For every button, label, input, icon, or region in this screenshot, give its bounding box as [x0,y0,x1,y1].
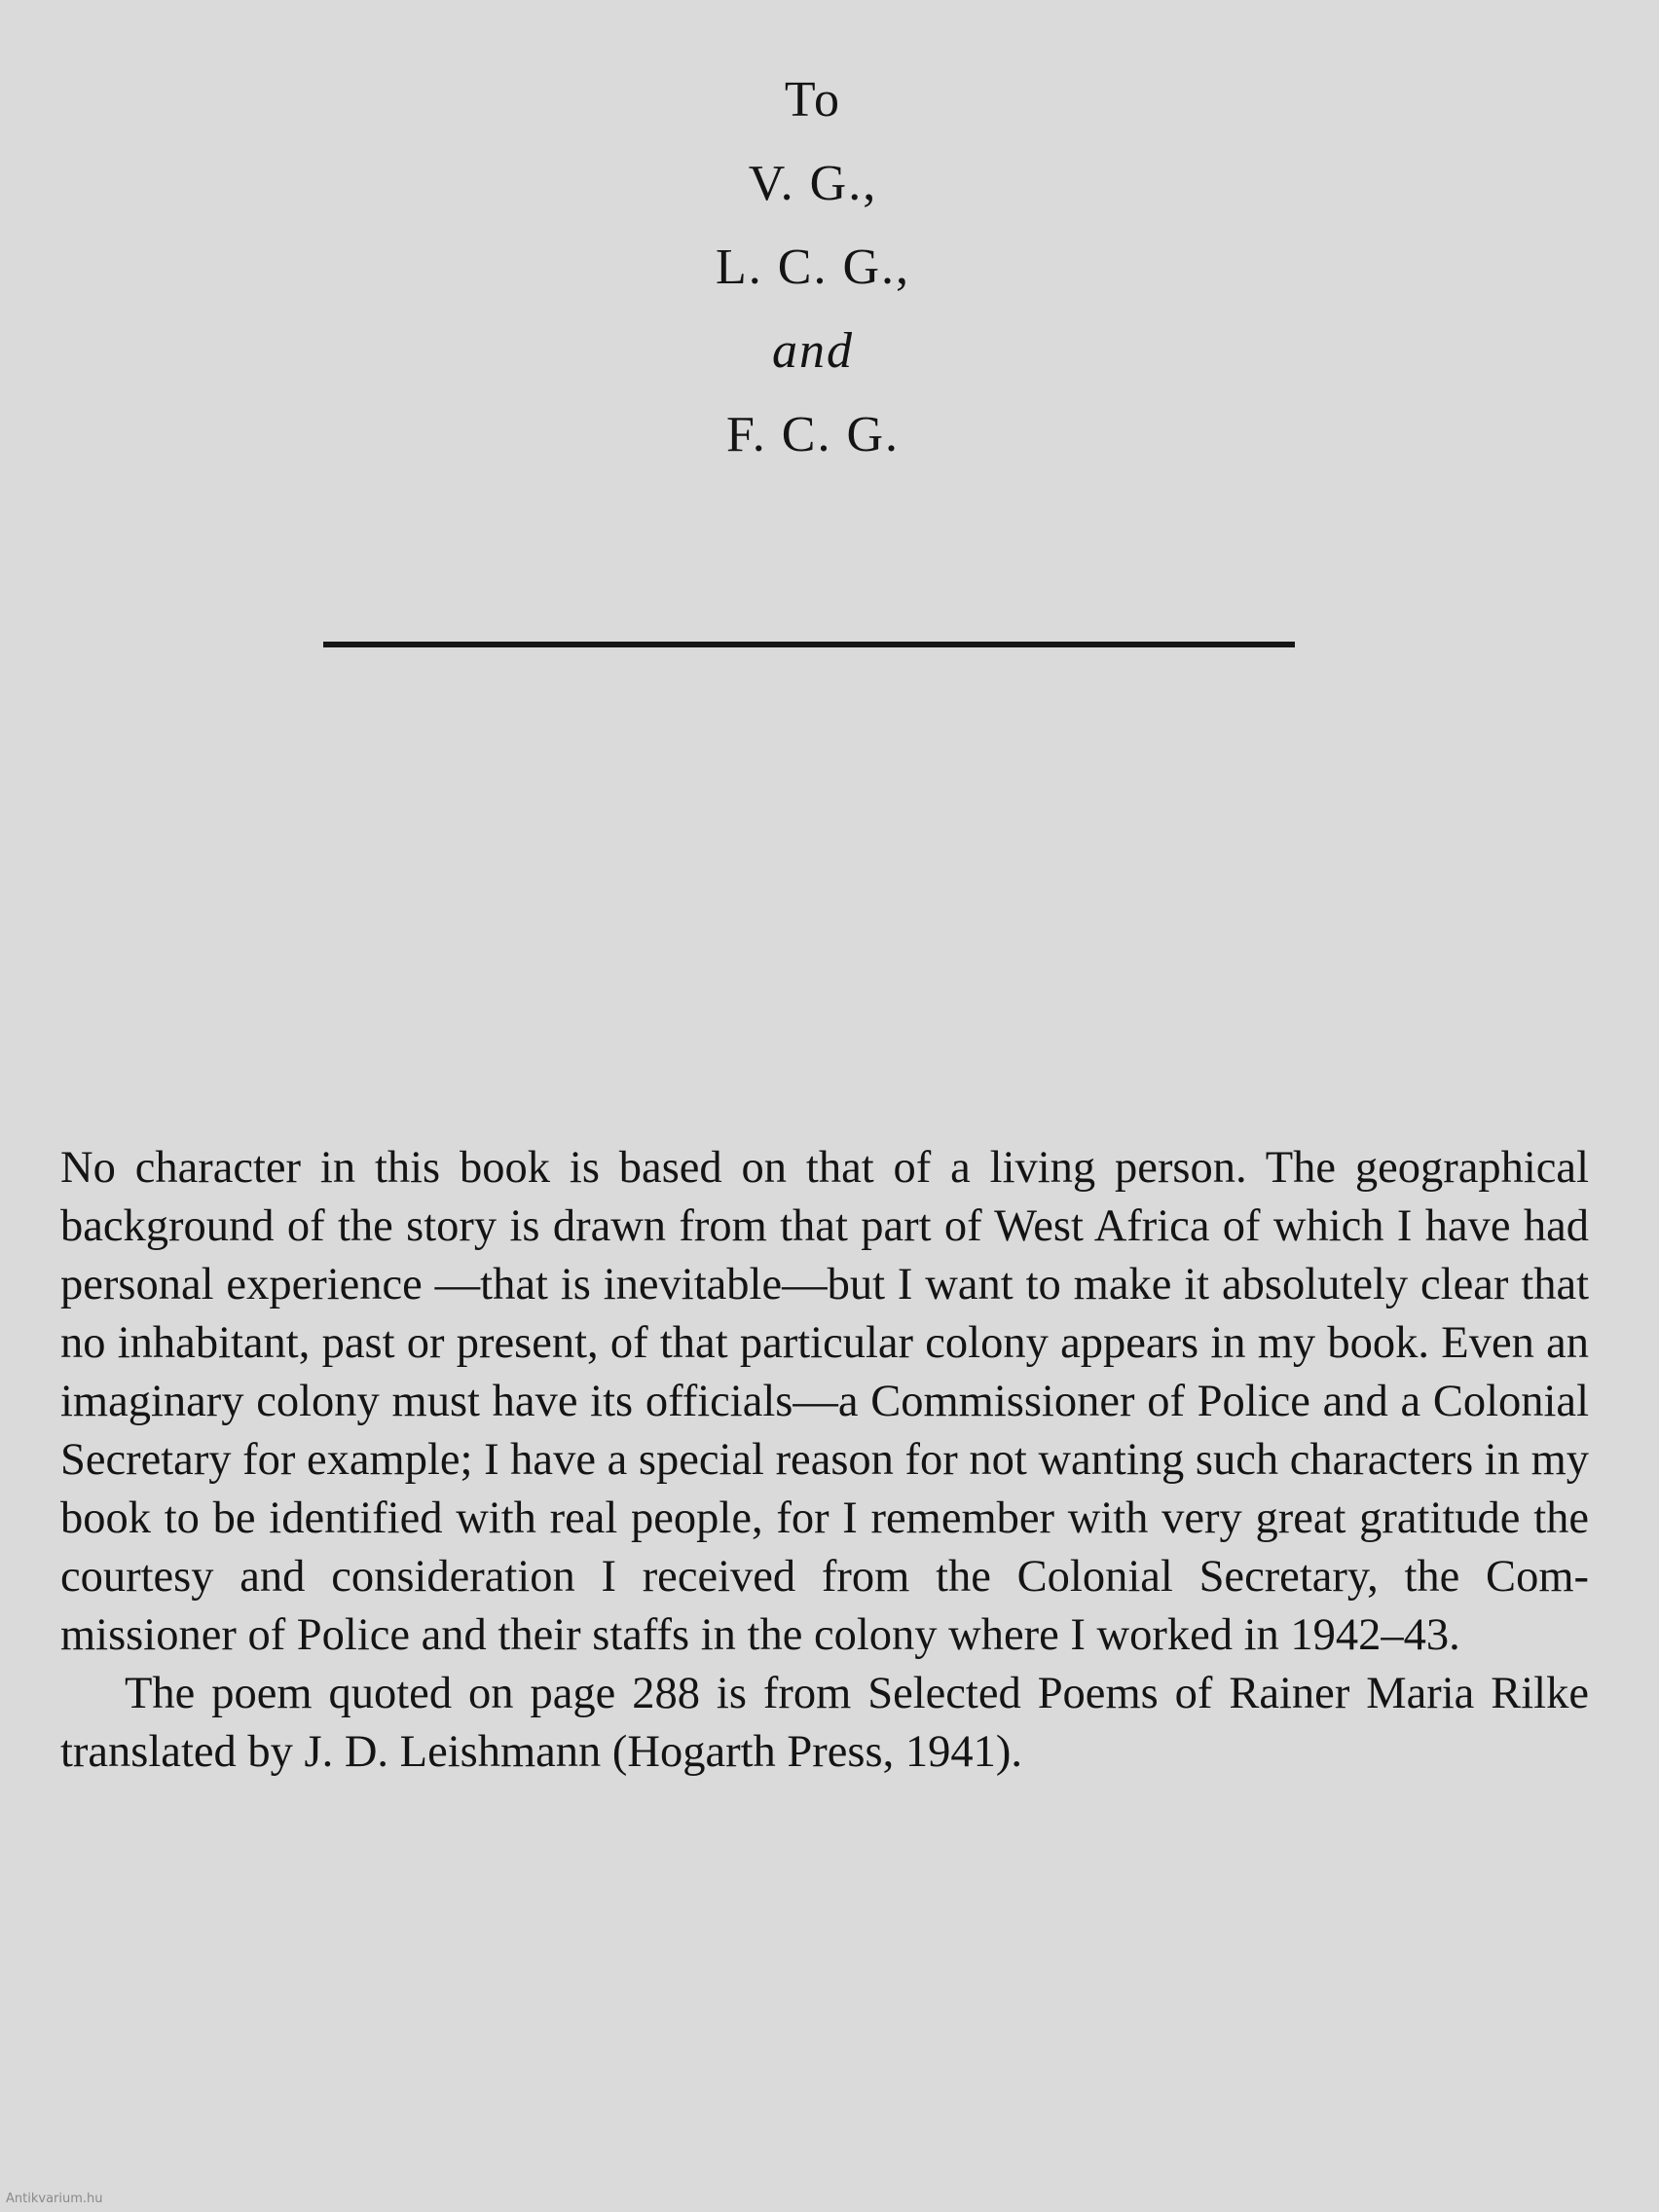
dedication-line-vg: V. G., [748,156,878,211]
author-note-paragraph-1: No character in this book is based on that of a living person. The geographical background of the story is drawn from that part of West Africa of which I have had personal experience —that is inevitable—but I want to make it absolutely clear that no inhabitant, past or present, of that particular colony appears in my book. Even an imaginary colony must have its officials—a Commissioner of Police and a Colonial Secretary for example; I have a special reason for not wanting such characters in my book to be identified with real people, for I remember with very great gratitude the courtesy and consideration I received from the Colonial Secretary, the Commissioner of Police and their staffs in the colony where I worked in 1942–43. [60,1143,1590,1660]
dedication-line-to: To [784,72,842,128]
dedication-line-fcg: F. C. G. [726,407,900,462]
watermark: Antikvarium.hu [6,2192,103,2206]
dedication-line-lcg: L. C. G., [716,240,910,295]
dedication [0,58,1626,477]
horizontal-rule [323,642,1295,647]
author-note-paragraph-2: The poem quoted on page 288 is from Selected Poems of Rainer Maria Rilke translated by J. D. Leishmann (Hogarth Press, 1941). [60,1669,1589,1777]
dedication-line-and: and [772,323,854,379]
author-note [60,1139,1589,1782]
